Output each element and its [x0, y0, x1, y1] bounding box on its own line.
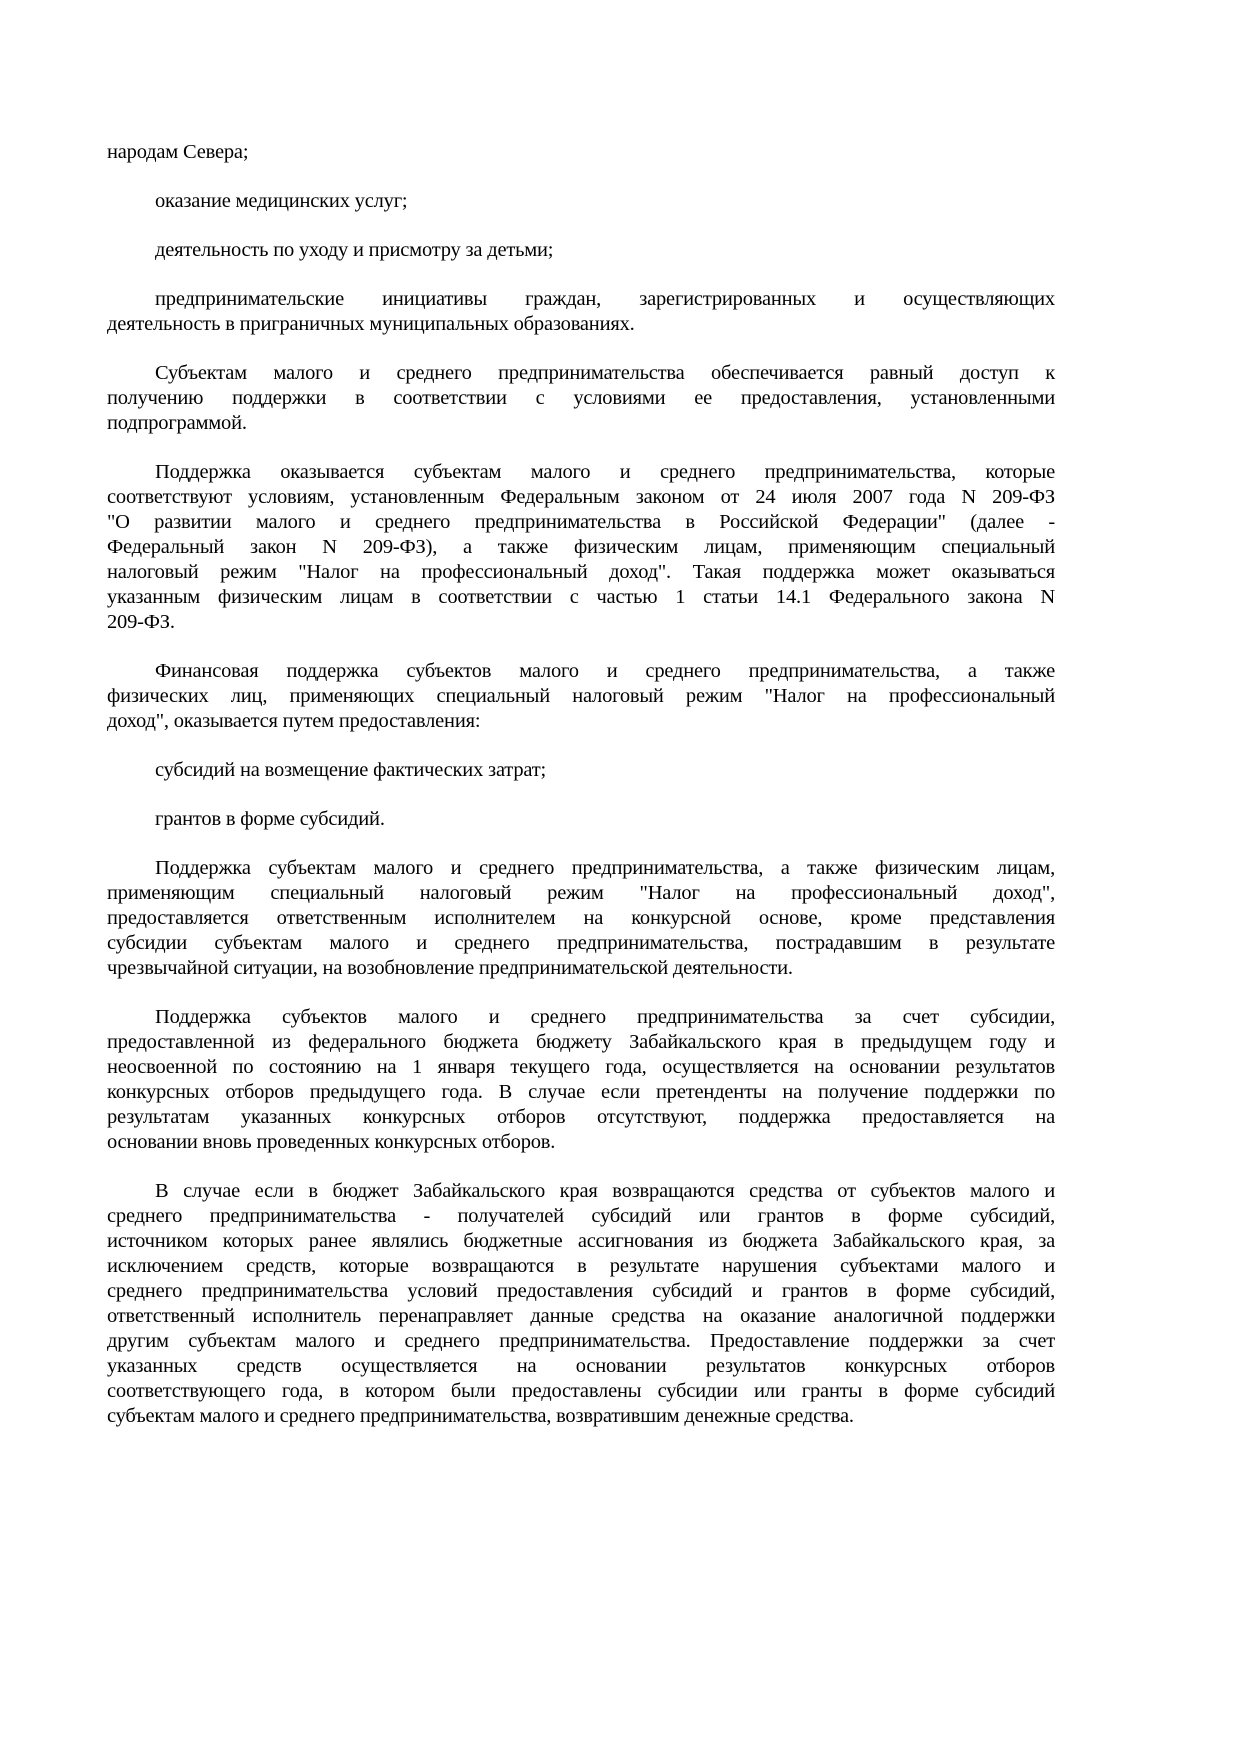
text-line: субъектам малого и среднего предпринимательства, возвратившим денежные средства. [107, 1405, 854, 1427]
text-line: ответственный исполнитель перенаправляет данные средства на оказание аналогичной поддержки [107, 1305, 1055, 1327]
text-line: субсидий на возмещение фактических затрат; [155, 759, 546, 781]
text-line: источником которых ранее являлись бюджетные ассигнования из бюджета Забайкальского края, за [107, 1230, 1055, 1252]
text-line: результатам указанных конкурсных отборов отсутствуют, поддержка предоставляется на [107, 1106, 1055, 1128]
text-line: чрезвычайной ситуации, на возобновление предпринимательской деятельности. [107, 957, 793, 979]
text-line: субсидии субъектам малого и среднего предпринимательства, пострадавшим в результате [107, 932, 1055, 954]
text-line: Поддержка субъектам малого и среднего предпринимательства, а также физическим лицам, [155, 857, 1055, 879]
text-line: получению поддержки в соответствии с условиями ее предоставления, установленными [107, 387, 1055, 409]
text-line: физических лиц, применяющих специальный налоговый режим "Налог на профессиональный [107, 685, 1055, 707]
text-line: подпрограммой. [107, 412, 247, 434]
paragraph [107, 807, 1055, 832]
text-line: предпринимательские инициативы граждан, зарегистрированных и осуществляющих [155, 288, 1055, 310]
text-line: Финансовая поддержка субъектов малого и среднего предпринимательства, а также [155, 660, 1055, 682]
text-line: Субъектам малого и среднего предпринимательства обеспечивается равный доступ к [155, 362, 1055, 384]
text-line: "О развитии малого и среднего предпринимательства в Российской Федерации" (далее - [107, 511, 1055, 533]
text-line: народам Севера; [107, 141, 249, 163]
text-line: доход", оказывается путем предоставления: [107, 710, 481, 732]
text-line: грантов в форме субсидий. [155, 808, 385, 830]
text-line: налоговый режим "Налог на профессиональный доход". Такая поддержка может оказываться [107, 561, 1055, 583]
paragraph [107, 140, 1055, 165]
paragraph [107, 287, 1055, 337]
text-line: исключением средств, которые возвращаются в результате нарушения субъектами малого и [107, 1255, 1055, 1277]
text-line: предоставляется ответственным исполнителем на конкурсной основе, кроме представления [107, 907, 1055, 929]
paragraph [107, 1005, 1055, 1155]
text-line: среднего предпринимательства условий предоставления субсидий и грантов в форме субсидий, [107, 1280, 1055, 1302]
text-line: Федеральный закон N 209-ФЗ), а также физическим лицам, применяющим специальный [107, 536, 1055, 558]
paragraph [107, 758, 1055, 783]
paragraph [107, 856, 1055, 981]
text-line: основании вновь проведенных конкурсных отборов. [107, 1131, 556, 1153]
text-line: указанным физическим лицам в соответствии с частью 1 статьи 14.1 Федерального закона N [107, 586, 1055, 608]
text-line: соответствующего года, в котором были предоставлены субсидии или гранты в форме субсидий [107, 1380, 1055, 1402]
text-line: Поддержка оказывается субъектам малого и среднего предпринимательства, которые [155, 461, 1055, 483]
text-line: другим субъектам малого и среднего предпринимательства. Предоставление поддержки за счет [107, 1330, 1055, 1352]
paragraph [107, 189, 1055, 214]
text-line: оказание медицинских услуг; [155, 190, 408, 212]
paragraph [107, 361, 1055, 436]
text-line: соответствуют условиям, установленным Федеральным законом от 24 июля 2007 года N 209-ФЗ [107, 486, 1055, 508]
text-line: среднего предпринимательства - получателей субсидий или грантов в форме субсидий, [107, 1205, 1055, 1227]
text-line: неосвоенной по состоянию на 1 января текущего года, осуществляется на основании результатов [107, 1056, 1055, 1078]
paragraph [107, 460, 1055, 635]
text-line: указанных средств осуществляется на основании результатов конкурсных отборов [107, 1355, 1055, 1377]
text-line: применяющим специальный налоговый режим "Налог на профессиональный доход", [107, 882, 1055, 904]
text-line: Поддержка субъектов малого и среднего предпринимательства за счет субсидии, [155, 1006, 1055, 1028]
text-line: деятельность по уходу и присмотру за детьми; [155, 239, 554, 261]
text-line: В случае если в бюджет Забайкальского края возвращаются средства от субъектов малого и [155, 1180, 1055, 1202]
document-page [107, 140, 1055, 1453]
text-line: деятельность в приграничных муниципальных образованиях. [107, 313, 635, 335]
text-line: 209-ФЗ. [107, 611, 175, 633]
text-line: предоставленной из федерального бюджета бюджету Забайкальского края в предыдущем году и [107, 1031, 1055, 1053]
text-line: конкурсных отборов предыдущего года. В случае если претенденты на получение поддержки по [107, 1081, 1055, 1103]
paragraph [107, 238, 1055, 263]
paragraph [107, 1179, 1055, 1429]
paragraph [107, 659, 1055, 734]
